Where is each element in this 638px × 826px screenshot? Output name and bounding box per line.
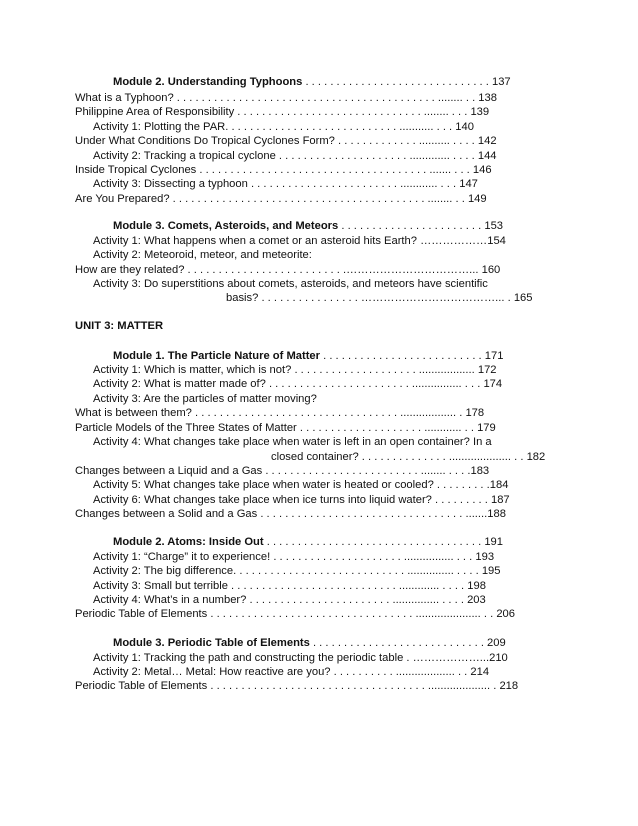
entry-title: Activity 5: What changes take place when water is heated or cooled? — [93, 479, 434, 491]
dot-leader: . . . . . . . . . . . . . . . . . . . . . ............. . . . . — [275, 150, 475, 162]
entry-title: Module 2. Atoms: Inside Out — [113, 536, 264, 548]
page-number: 154 — [487, 235, 506, 247]
entry-title: Activity 2: Tracking a tropical cyclone — [93, 150, 276, 162]
unit-heading: UNIT 3: MATTER — [75, 320, 164, 332]
page-number: 206 — [496, 608, 515, 620]
entry-title: Activity 4: What changes take place when water is left in an open container? In a — [93, 436, 492, 448]
entry-title: Activity 1: What happens when a comet or an asteroid hits Earth? — [93, 235, 417, 247]
page-number: 139 — [470, 106, 490, 118]
toc-entry-activity — [93, 120, 474, 134]
page-number: 182 — [526, 451, 546, 463]
toc-entry — [75, 163, 492, 177]
toc-entry-activity — [93, 392, 317, 406]
page-number: 214 — [470, 666, 490, 678]
entry-title: How are they related? — [75, 264, 185, 276]
toc-entry — [75, 192, 487, 206]
dot-leader: . . . . . . . . . . . . . . . . . . . . . . . ................ . . . — [265, 378, 481, 390]
toc-entry — [75, 105, 489, 119]
toc-entry-activity — [93, 248, 312, 262]
page-number: 174 — [483, 378, 503, 390]
page-number: 140 — [455, 121, 474, 133]
toc-entry-activity — [93, 234, 506, 248]
page-number: 195 — [481, 565, 501, 577]
entry-title: Activity 2: Metal… Metal: How reactive are you? — [93, 666, 331, 678]
dot-leader: . . . . . . . . . . . . . . . . . . . . . . . . . ........ . . . . — [262, 465, 471, 477]
toc-entry-continuation — [226, 291, 533, 305]
toc-entry-activity — [93, 651, 508, 665]
toc-entry — [75, 507, 506, 521]
page-number: 188 — [487, 508, 506, 520]
entry-title: Activity 1: “Charge” it to experience! — [93, 551, 271, 563]
toc-entry-module-heading — [113, 219, 503, 233]
toc-entry — [75, 607, 515, 621]
toc-entry — [75, 134, 497, 148]
entry-title: Activity 1: Which is matter, which is not? — [93, 364, 292, 376]
dot-leader: . . . . . . . . . . . . . . . . . . . . . . . . . . . ............. . . . . — [227, 580, 465, 592]
entry-title: Activity 2: Meteoroid, meteor, and meteorite: — [93, 249, 312, 261]
toc-entry-activity — [93, 277, 488, 291]
dot-leader: . . . . . . . . . . . . . . . . . . . . . . . . . . . . . . . . . . . . . . . . . ........ . . — [169, 193, 465, 205]
entry-title: Changes between a Solid and a Gas — [75, 508, 258, 520]
entry-title: Particle Models of the Three States of Matter — [75, 422, 297, 434]
entry-title: What is between them? — [75, 407, 192, 419]
entry-title: Activity 3: Are the particles of matter moving? — [93, 393, 317, 405]
entry-title: Periodic Table of Elements — [75, 680, 208, 692]
dot-leader: . . . . . . . . . . . . . . . . . . . . . . . . . .……………………………... — [184, 264, 479, 276]
page-number: 191 — [484, 536, 503, 548]
dot-leader: . . . . . . . . . . . . . . . . . . . . . ................ . . . — [270, 551, 473, 563]
page-number: 179 — [477, 422, 496, 434]
dot-leader: . . . . . . . . . . . . . . . . . . . . . . . . . . . . . . . . . . . . . ....... . . . — [196, 164, 470, 176]
entry-title: Activity 3: Do superstitions about comets, asteroids, and meteors have scientific — [93, 278, 488, 290]
dot-leader: . . . . . . . . . . . . . . . . . . . . . . . . . . — [320, 350, 482, 362]
page-number: 172 — [477, 364, 497, 376]
page-number: 138 — [478, 92, 497, 104]
toc-entry-activity — [93, 593, 486, 607]
page-number: 146 — [472, 164, 492, 176]
dot-leader: . . . . . . . . . . . . . . . . . . . . . . . . . . . . . . . . . . . . . . . . . . ........ . . — [173, 92, 476, 104]
page-number: 187 — [490, 494, 510, 506]
dot-leader: . . . . . . . . . . . . . . . . . . . . . . . . . . . . . . . . . . . .................... . — [207, 680, 497, 692]
toc-entry-continuation — [271, 450, 545, 464]
page-number: 171 — [484, 350, 504, 362]
page-number: 193 — [475, 551, 495, 563]
toc-entry-activity — [93, 493, 510, 507]
page-number: 203 — [467, 594, 486, 606]
entry-title: Activity 1: Tracking the path and constructing the periodic table — [93, 652, 404, 664]
entry-title: Activity 4: What’s in a number? — [93, 594, 247, 606]
dot-leader: . . . . . . . . . . . . . . . . . . . . . . . — [338, 220, 482, 232]
entry-title: basis? — [226, 292, 259, 304]
toc-entry-activity — [93, 564, 500, 578]
page-number: 210 — [489, 652, 508, 664]
entry-title: Module 3. Comets, Asteroids, and Meteors — [113, 220, 339, 232]
dot-leader: . . . . . . . . . . . . . . . . . . . . . . . . . . . . — [309, 637, 484, 649]
dot-leader: . . . . . . . . . — [431, 494, 488, 506]
toc-entry — [75, 421, 496, 435]
toc-entry — [75, 406, 484, 420]
toc-entry-activity — [93, 665, 489, 679]
toc-entry-activity — [93, 435, 492, 449]
toc-entry-activity — [93, 550, 494, 564]
page-number: 183 — [470, 465, 490, 477]
dot-leader: . . . . . . . . . . . . . . . . . . . . . . . . . . . . . . — [302, 76, 489, 88]
page-number: 160 — [481, 264, 501, 276]
page-number: 218 — [499, 680, 519, 692]
dot-leader: . . . . . . . . . . . . . . . . . . . . . . . . ............ . . . — [247, 178, 457, 190]
page-number: 144 — [477, 150, 497, 162]
entry-title: Changes between a Liquid and a Gas — [75, 465, 263, 477]
entry-title: Activity 2: The big difference. — [93, 565, 237, 577]
dot-leader: . . . . . . . . . . . . . . . . ………………………………... . — [258, 292, 511, 304]
dot-leader: . . . . . . . . . . . . . . . . . . . . . . . ............... . . . . — [246, 594, 464, 606]
page-number: 184 — [489, 479, 509, 491]
entry-title: Module 1. The Particle Nature of Matter — [113, 350, 321, 362]
toc-entry-activity — [93, 177, 478, 191]
entry-title: Philippine Area of Responsibility — [75, 106, 235, 118]
dot-leader: . . . . . . . . . . ................... . . — [330, 666, 468, 678]
dot-leader: . . . . . . . . . . . . . . . . . . . . . . . . . . . . . . . . . ....... — [257, 508, 488, 520]
toc-entry-module-heading — [113, 636, 506, 650]
entry-title: Activity 6: What changes take place when ice turns into liquid water? — [93, 494, 432, 506]
page-number: 147 — [459, 178, 478, 190]
toc-entry-activity — [93, 377, 502, 391]
page-number: 153 — [484, 220, 504, 232]
dot-leader: . . . . . . . . . . . . . . . . . . . . . . . . . . . ........... . . . — [228, 121, 453, 133]
entry-title: Periodic Table of Elements — [75, 608, 208, 620]
dot-leader: . . . . . . . . . . . . . . . . . . . . . . . . . . . . . . . . . .................. . — [191, 407, 463, 419]
dot-leader: . . . . . . . . . . . . . . . . . . . . . . . . . . . . . . . . . ..................... . . — [207, 608, 494, 620]
toc-entry-activity — [93, 579, 486, 593]
toc-entry — [75, 91, 497, 105]
entry-title: Activity 1: Plotting the PAR. — [93, 121, 229, 133]
entry-title: Are You Prepared? — [75, 193, 170, 205]
entry-title: Activity 2: What is matter made of? — [93, 378, 266, 390]
page-number: 142 — [477, 135, 497, 147]
page-number: 165 — [513, 292, 533, 304]
dot-leader: . . . . . . . . . . . . . . . . . . . . . . . . . . . ............... . . . . — [236, 565, 479, 577]
toc-entry-activity — [93, 363, 497, 377]
dot-leader: . . . . . . . . . — [433, 479, 490, 491]
dot-leader: . . . . . . . . . . . . . . . . . . . . ............ . . — [296, 422, 474, 434]
toc-entry-activity — [93, 149, 497, 163]
dot-leader: ……………… — [416, 235, 488, 247]
dot-leader: . ………………... — [403, 652, 490, 664]
toc-entry-module-heading — [113, 75, 511, 89]
toc-entry — [75, 679, 518, 693]
dot-leader: . . . . . . . . . . . . . . .................... . . — [358, 451, 524, 463]
toc-entry-module-heading — [113, 349, 503, 363]
toc-entry — [75, 263, 500, 277]
entry-title: Activity 3: Dissecting a typhoon — [93, 178, 248, 190]
page-number: 178 — [465, 407, 485, 419]
entry-title: Inside Tropical Cyclones — [75, 164, 197, 176]
dot-leader: . . . . . . . . . . . . . . . . . . . . .................. — [291, 364, 475, 376]
toc-entry — [75, 464, 489, 478]
page-number: 209 — [487, 637, 506, 649]
dot-leader: . . . . . . . . . . . . . .......... . . . . — [334, 135, 475, 147]
page-number: 198 — [467, 580, 486, 592]
dot-leader: . . . . . . . . . . . . . . . . . . . . . . . . . . . . . . . . . . . — [263, 536, 482, 548]
entry-title: Module 3. Periodic Table of Elements — [113, 637, 310, 649]
dot-leader: . . . . . . . . . . . . . . . . . . . . . . . . . . . . . . ........ . . . — [234, 106, 468, 118]
page-number: 149 — [467, 193, 487, 205]
entry-title: Under What Conditions Do Tropical Cyclones Form? — [75, 135, 335, 147]
toc-entry-activity — [93, 478, 508, 492]
entry-title: What is a Typhoon? — [75, 92, 174, 104]
entry-title: Activity 3: Small but terrible — [93, 580, 228, 592]
toc-entry-module-heading — [113, 535, 503, 549]
entry-title: closed container? — [271, 451, 359, 463]
page-number: 137 — [491, 76, 511, 88]
entry-title: Module 2. Understanding Typhoons — [113, 76, 303, 88]
